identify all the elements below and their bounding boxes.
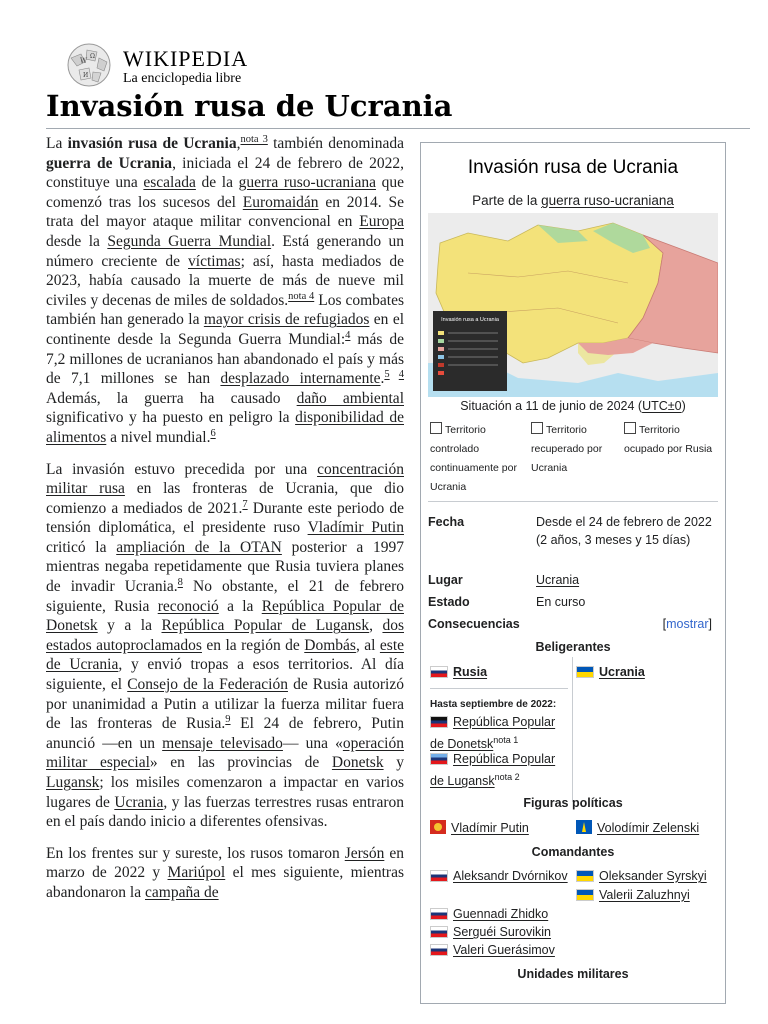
link-reconocio[interactable]: reconoció: [157, 597, 219, 615]
link-guerra-ruso-ucraniana[interactable]: guerra ruso-ucraniana: [238, 174, 376, 192]
ref-5[interactable]: 5: [384, 368, 390, 380]
commander-ua-2[interactable]: [576, 886, 690, 904]
beligerantes-heading: Beligerantes: [535, 640, 611, 654]
ref-nota-4[interactable]: nota 4: [288, 290, 315, 302]
link-operacion-militar-especial[interactable]: operación militar especial: [46, 734, 404, 772]
russia-flag-icon: [430, 944, 448, 956]
page-title: Invasión rusa de Ucrania: [46, 89, 453, 123]
infobox-subtitle: [421, 193, 725, 208]
fecha-label: Fecha: [428, 515, 465, 529]
link-dano-ambiental[interactable]: daño ambiental: [296, 389, 404, 407]
commander-link[interactable]: Serguéi Surovikin: [453, 925, 551, 939]
link-rp-donetsk[interactable]: República Popular de Donetsk: [46, 597, 404, 635]
commander-ru-4[interactable]: [430, 941, 555, 959]
legend-swatch: [624, 422, 636, 434]
column-divider: [572, 657, 573, 802]
estado-label: Estado: [428, 595, 470, 609]
legend-text: Ucrania: [430, 481, 467, 493]
lugansk-flag-icon: [430, 753, 448, 765]
hasta-label: Hasta septiembre de 2022:: [430, 699, 557, 710]
paragraph-3: En los frentes sur y sureste, los rusos tomaron Jersón en marzo de 2022 y Mariúpol el mes siguiente, mientras abandonaron la campaña de: [46, 844, 404, 901]
row-fecha: [428, 513, 718, 569]
link-euromaidan[interactable]: Euromaidán: [242, 193, 319, 211]
fecha-value: Desde el 24 de febrero de 2022 (2 años, 3 meses y 15 días): [536, 515, 712, 547]
title-divider: [46, 128, 750, 129]
infobox-title: Invasión rusa de Ucrania: [467, 157, 679, 178]
subtitle-prefix: Parte de la: [472, 193, 542, 208]
link-crisis-refugiados[interactable]: mayor crisis de refugiados: [203, 311, 370, 329]
lugar-link[interactable]: Ucrania: [536, 573, 580, 587]
ukraine-emblem-icon: [576, 820, 592, 834]
link-consejo-federacion[interactable]: Consejo de la Federación: [127, 676, 288, 694]
svg-text:W: W: [80, 57, 88, 65]
russia-flag-icon: [430, 870, 448, 882]
infobox: [420, 142, 726, 1004]
belligerent-donetsk[interactable]: [430, 713, 568, 753]
legend-recaptured: [531, 421, 619, 478]
link-segunda-guerra-mundial[interactable]: Segunda Guerra Mundial: [107, 232, 272, 250]
legend-text: Ucrania: [531, 462, 568, 474]
link-concentracion-militar[interactable]: concentración militar rusa: [46, 460, 404, 498]
link-donetsk[interactable]: Donetsk: [331, 754, 384, 772]
ref-4[interactable]: 4: [345, 329, 351, 341]
russia-emblem-icon: [430, 820, 446, 834]
row-estado: [428, 593, 718, 613]
ref-8[interactable]: 8: [177, 576, 183, 588]
commander-ru-1[interactable]: [430, 867, 568, 885]
map-caption: [421, 399, 725, 413]
legend-text: recuperado por: [531, 443, 603, 455]
link-dombas[interactable]: Dombás: [304, 636, 356, 654]
link-campana[interactable]: campaña de: [145, 883, 219, 901]
lugar-label: Lugar: [428, 573, 463, 587]
divider: [430, 688, 568, 689]
row-lugar: [428, 571, 718, 591]
ref-7[interactable]: 7: [242, 498, 248, 510]
link-desplazado-internamente[interactable]: desplazado internamente: [220, 370, 381, 388]
link-mariupol[interactable]: Mariúpol: [167, 864, 226, 882]
commander-link[interactable]: Guennadi Zhidko: [453, 907, 549, 921]
legend-text: continuamente por: [430, 462, 517, 474]
figure-putin[interactable]: [430, 819, 529, 837]
link-guerra-ruso-ucraniana-infobox[interactable]: guerra ruso-ucraniana: [541, 193, 674, 208]
link-ampliacion-otan[interactable]: ampliación de la OTAN: [116, 538, 282, 556]
legend-swatch: [531, 422, 543, 434]
commander-link[interactable]: Valerii Zaluzhnyi: [599, 888, 690, 902]
paragraph-1: La invasión rusa de Ucrania,$^{nota 3}$ también denominada guerra de Ucrania, iniciada el 24 de febrero de 2022, constituye una escalada de la guerra ruso-ucraniana que comenzó tras los sucesos del Euromaidán en 2014. Se trata del mayor ataque militar convencional en Europa desde la Segunda Guerra Mundial. Está generando un número creciente de víctimas; así, hasta mediados de 2023, había causado la muerte de más de nueve mil civiles y decenas de miles de soldados.$^{nota 4}$ Los combates también han generado la mayor crisis de refugiados en el continente desde la Segunda Guerra Mundial:$^4$ más de 7,2 millones de ucranianos han abandonado el país y más de 7,1 millones se han desplazado internamente.$^{5 4}$ Además, la guerra ha causado daño ambiental significativo y ha puesto en peligro la disponibilidad de alimentos a nivel mundial.$^6$: [46, 133, 405, 446]
map-legend-title: Invasión rusa a Ucrania: [441, 317, 499, 323]
mostrar-link[interactable]: mostrar: [666, 617, 709, 631]
legend-swatch: [430, 422, 442, 434]
link-rp-lugansk[interactable]: República Popular de Lugansk: [161, 617, 370, 635]
link-victimas[interactable]: víctimas: [188, 252, 241, 270]
unidades-heading: Unidades militares: [517, 967, 629, 981]
donetsk-link[interactable]: República Popular de Donetsk: [430, 715, 556, 752]
legend-russia-occupied: [624, 421, 720, 459]
commander-ua-1[interactable]: [576, 867, 707, 885]
russia-flag-icon: [430, 666, 448, 678]
tagline-text: La enciclopedia libre: [123, 71, 242, 86]
figuras-heading: Figuras políticas: [523, 796, 623, 810]
legend-ukraine-controlled: [430, 421, 525, 497]
ukraine-flag-icon: [576, 666, 594, 678]
consecuencias-label: Consecuencias: [428, 617, 520, 631]
ref-nota-1[interactable]: nota 1: [493, 735, 519, 745]
link-utc[interactable]: UTC±0: [642, 399, 682, 413]
commander-ru-2[interactable]: [430, 905, 548, 923]
legend-text: controlado: [430, 443, 480, 455]
mostrar-toggle[interactable]: [mostrar]: [662, 617, 712, 631]
ref-9[interactable]: 9: [225, 714, 231, 726]
legend-text: Territorio: [639, 424, 680, 436]
link-este-ucrania[interactable]: este de Ucrania: [46, 636, 405, 674]
russia-flag-icon: [430, 908, 448, 920]
donetsk-flag-icon: [430, 716, 448, 728]
link-ucrania[interactable]: Ucrania: [114, 793, 164, 811]
divider: [428, 501, 718, 502]
article-body: [46, 134, 404, 915]
zelenski-link[interactable]: Volodímir Zelenski: [597, 821, 700, 835]
svg-text:Ω: Ω: [90, 53, 95, 60]
ref-nota-3[interactable]: nota 3: [240, 133, 268, 145]
belligerent-ukraine[interactable]: [576, 663, 645, 681]
commander-link[interactable]: Oleksander Syrskyi: [599, 869, 707, 883]
paragraph-2: La invasión estuvo precedida por una concentración militar rusa en las fronteras de Ucrania, que dio comienzo a mediados de 2021.$^7$ Durante este periodo de tensión diplomática, el presidente ruso Vladímir Putin criticó la ampliación de la OTAN posterior a 1997 mientras negaba repetidamente que Rusia tuviera planes de invadir Ucrania.$^8$ No obstante, el 21 de febrero siguiente, Rusia reconoció a la República Popular de Donetsk y a la República Popular de Lugansk, dos estados autoproclamados en la región de Dombás, al este de Ucrania, y envió tropas a esos territorios. Al día siguiente, el Consejo de la Federación de Rusia autorizó por unanimidad a Putin a utilizar la fuerza militar fuera de las fronteras de Rusia.$^9$ El 24 de febrero, Putin anunció —en un mensaje televisado— una «operación militar especial» en las provincias de Donetsk y Lugansk; los misiles comenzaron a impactar en varios lugares de Ucrania, y las fuerzas terrestres rusas entraron en el país dando inicio a diferentes ofensivas.: [46, 460, 405, 831]
link-mensaje-televisado[interactable]: mensaje televisado: [162, 734, 283, 752]
lugansk-link[interactable]: República Popular de Lugansk: [430, 752, 556, 789]
link-vladimir-putin[interactable]: Vladímir Putin: [307, 519, 404, 537]
comandantes-heading: Comandantes: [531, 845, 615, 859]
legend-text: ocupado por Rusia: [624, 443, 713, 455]
link-lugansk[interactable]: Lugansk: [46, 774, 100, 791]
row-consecuencias: [428, 615, 718, 635]
ref-nota-2[interactable]: nota 2: [494, 772, 520, 782]
ukraine-flag-icon: [576, 889, 594, 901]
ref-4b[interactable]: 4: [398, 368, 405, 380]
ukraine-flag-icon: [576, 870, 594, 882]
map-caption-prefix: Situación a 11 de junio de 2024 (: [460, 399, 643, 413]
situation-map[interactable]: [428, 213, 718, 397]
link-escalada[interactable]: escalada: [143, 174, 196, 192]
link-estados-autoproclamados[interactable]: dos estados autoproclamados: [46, 617, 404, 654]
commander-link[interactable]: Valeri Guerásimov: [453, 943, 555, 957]
russia-link[interactable]: Rusia: [453, 665, 488, 679]
link-disponibilidad-alimentos[interactable]: disponibilidad de alimentos: [46, 409, 404, 446]
figure-zelenski[interactable]: [576, 819, 699, 837]
wikipedia-globe-logo[interactable]: [63, 42, 115, 88]
link-europa[interactable]: Europa: [359, 213, 404, 231]
wikipedia-wordmark[interactable]: [123, 47, 248, 87]
belligerent-russia[interactable]: [430, 663, 487, 681]
ref-6[interactable]: 6: [210, 427, 216, 439]
belligerent-lugansk[interactable]: [430, 750, 568, 790]
commander-link[interactable]: Aleksandr Dvórnikov: [453, 869, 568, 883]
legend-text: Territorio: [546, 424, 587, 436]
wordmark-text: WIKIPEDIA: [123, 46, 249, 71]
legend-text: Territorio: [445, 424, 486, 436]
estado-value: En curso: [536, 595, 586, 609]
link-jerson[interactable]: Jersón: [344, 844, 385, 862]
putin-link[interactable]: Vladímir Putin: [451, 821, 529, 835]
svg-text:И: И: [83, 72, 89, 79]
ukraine-link[interactable]: Ucrania: [599, 665, 645, 679]
commander-ru-3[interactable]: [430, 923, 551, 941]
russia-flag-icon: [430, 926, 448, 938]
map-caption-suffix: ): [681, 399, 686, 413]
